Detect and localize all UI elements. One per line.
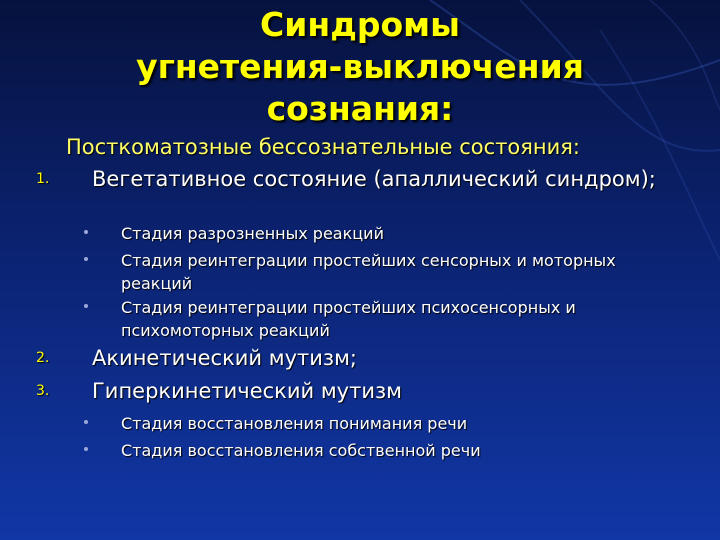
bullet-dot-icon xyxy=(84,420,88,424)
bullet-dot-icon xyxy=(84,257,88,261)
item-number: 3. xyxy=(36,383,50,399)
bullet-text: Стадия реинтеграции простейших сенсорных и моторных реакций xyxy=(121,251,616,293)
title-line-2: угнетения-выключения xyxy=(136,47,584,86)
bullet-dot-icon xyxy=(84,304,88,308)
numbered-item-2 xyxy=(36,345,676,371)
item-text: Вегетативное состояние (апаллический синдром); xyxy=(92,167,656,191)
bullet-item xyxy=(84,249,684,295)
bullet-text: Стадия восстановления собственной речи xyxy=(121,441,481,460)
bullet-item xyxy=(84,412,684,435)
bullet-text: Стадия реинтеграции простейших психосенсорных и психомоторных реакций xyxy=(121,298,576,340)
bullet-text: Стадия разрозненных реакций xyxy=(121,224,384,243)
title-line-3: сознания: xyxy=(266,89,454,128)
bullet-item xyxy=(84,439,684,462)
numbered-item-3 xyxy=(36,378,676,404)
slide-title xyxy=(0,4,720,130)
item-number: 1. xyxy=(36,171,50,187)
slide-subtitle: Посткоматозные бессознательные состояния: xyxy=(66,135,580,159)
numbered-item-1 xyxy=(36,166,676,192)
bullet-dot-icon xyxy=(84,447,88,451)
bullet-item xyxy=(84,296,684,342)
item-number: 2. xyxy=(36,350,50,366)
bullet-item xyxy=(84,222,684,245)
bullet-text: Стадия восстановления понимания речи xyxy=(121,414,468,433)
item-text: Гиперкинетический мутизм xyxy=(92,379,402,403)
title-line-1: Синдромы xyxy=(260,5,460,44)
bullet-dot-icon xyxy=(84,230,88,234)
item-text: Акинетический мутизм; xyxy=(92,346,357,370)
